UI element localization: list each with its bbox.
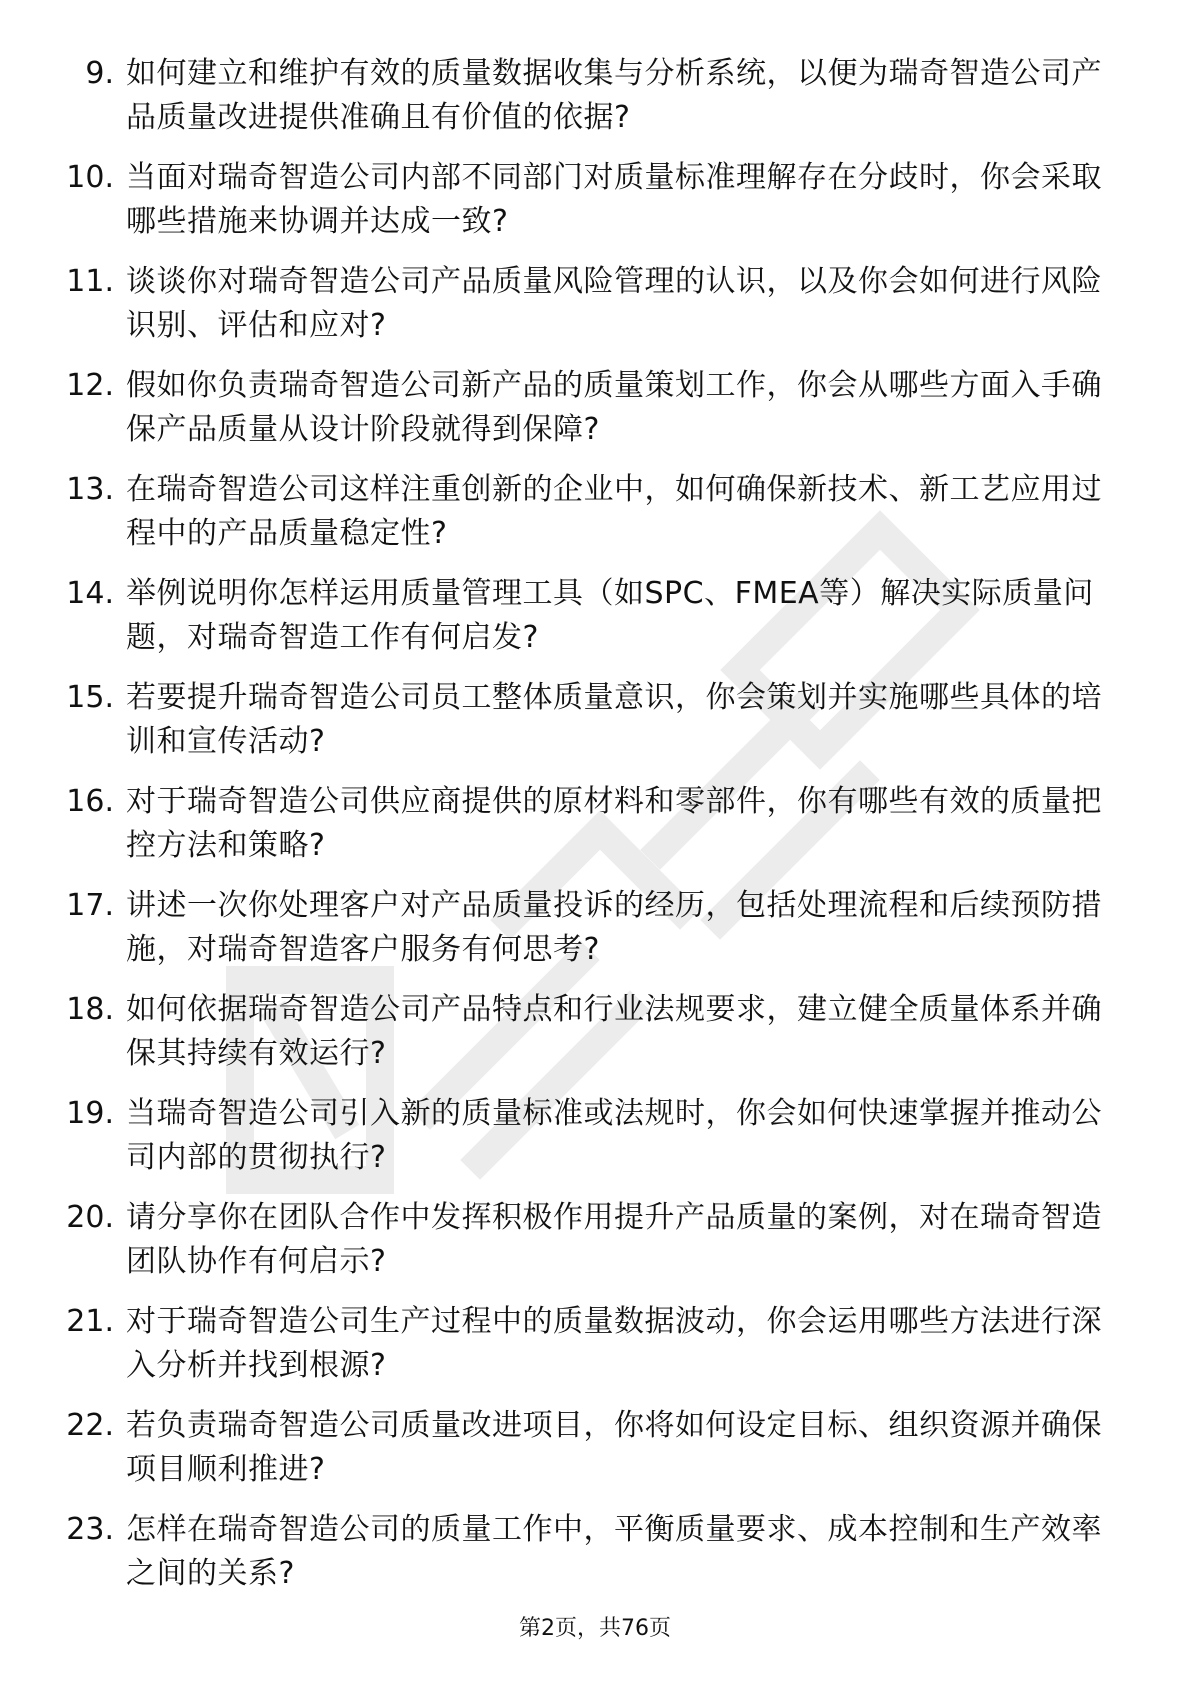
question-number: 18. [66,992,114,1027]
question-number: 17. [66,888,114,923]
question-text: 若要提升瑞奇智造公司员工整体质量意识，你会策划并实施哪些具体的培训和宣传活动? [126,680,1102,759]
list-item [0,1196,1190,1300]
question-number: 16. [66,784,114,819]
question-number: 21. [66,1304,114,1339]
list-item [0,364,1190,468]
question-number: 19. [66,1096,114,1131]
question-number: 11. [66,264,114,299]
list-item [0,52,1190,156]
list-item [0,156,1190,260]
question-text: 如何建立和维护有效的质量数据收集与分析系统，以便为瑞奇智造公司产品质量改进提供准确且有价值的依据? [126,56,1102,135]
question-number: 10. [66,160,114,195]
question-text: 如何依据瑞奇智造公司产品特点和行业法规要求，建立健全质量体系并确保其持续有效运行? [126,992,1102,1071]
question-number: 20. [66,1200,114,1235]
question-text: 假如你负责瑞奇智造公司新产品的质量策划工作，你会从哪些方面入手确保产品质量从设计阶段就得到保障? [126,368,1102,447]
question-text: 谈谈你对瑞奇智造公司产品质量风险管理的认识，以及你会如何进行风险识别、评估和应对? [126,264,1102,343]
list-item [0,1300,1190,1404]
list-item [0,572,1190,676]
list-item [0,988,1190,1092]
list-item [0,468,1190,572]
list-item [0,1508,1190,1612]
question-list [0,52,1190,1612]
question-text: 在瑞奇智造公司这样注重创新的企业中，如何确保新技术、新工艺应用过程中的产品质量稳定性? [126,472,1102,551]
question-number: 12. [66,368,114,403]
question-text: 请分享你在团队合作中发挥积极作用提升产品质量的案例，对在瑞奇智造团队协作有何启示? [126,1200,1102,1279]
list-item [0,1092,1190,1196]
question-number: 22. [66,1408,114,1443]
question-number: 15. [66,680,114,715]
question-text: 当面对瑞奇智造公司内部不同部门对质量标准理解存在分歧时，你会采取哪些措施来协调并达成一致? [126,160,1102,239]
list-item [0,884,1190,988]
list-item [0,1404,1190,1508]
question-text: 若负责瑞奇智造公司质量改进项目，你将如何设定目标、组织资源并确保项目顺利推进? [126,1408,1102,1487]
list-item [0,676,1190,780]
list-item [0,780,1190,884]
list-item [0,260,1190,364]
question-number: 23. [66,1512,114,1547]
question-number: 13. [66,472,114,507]
question-text: 举例说明你怎样运用质量管理工具（如SPC、FMEA等）解决实际质量问题，对瑞奇智造工作有何启发? [126,576,1094,655]
page-footer: 第2页，共76页 [519,1616,671,1641]
question-text: 对于瑞奇智造公司生产过程中的质量数据波动，你会运用哪些方法进行深入分析并找到根源? [126,1304,1102,1383]
question-text: 对于瑞奇智造公司供应商提供的原材料和零部件，你有哪些有效的质量把控方法和策略? [126,784,1102,863]
question-text: 怎样在瑞奇智造公司的质量工作中，平衡质量要求、成本控制和生产效率之间的关系? [126,1512,1102,1591]
question-number: 9. [85,56,114,91]
question-text: 当瑞奇智造公司引入新的质量标准或法规时，你会如何快速掌握并推动公司内部的贯彻执行? [126,1096,1102,1175]
question-text: 讲述一次你处理客户对产品质量投诉的经历，包括处理流程和后续预防措施，对瑞奇智造客户服务有何思考? [126,888,1102,967]
question-number: 14. [66,576,114,611]
